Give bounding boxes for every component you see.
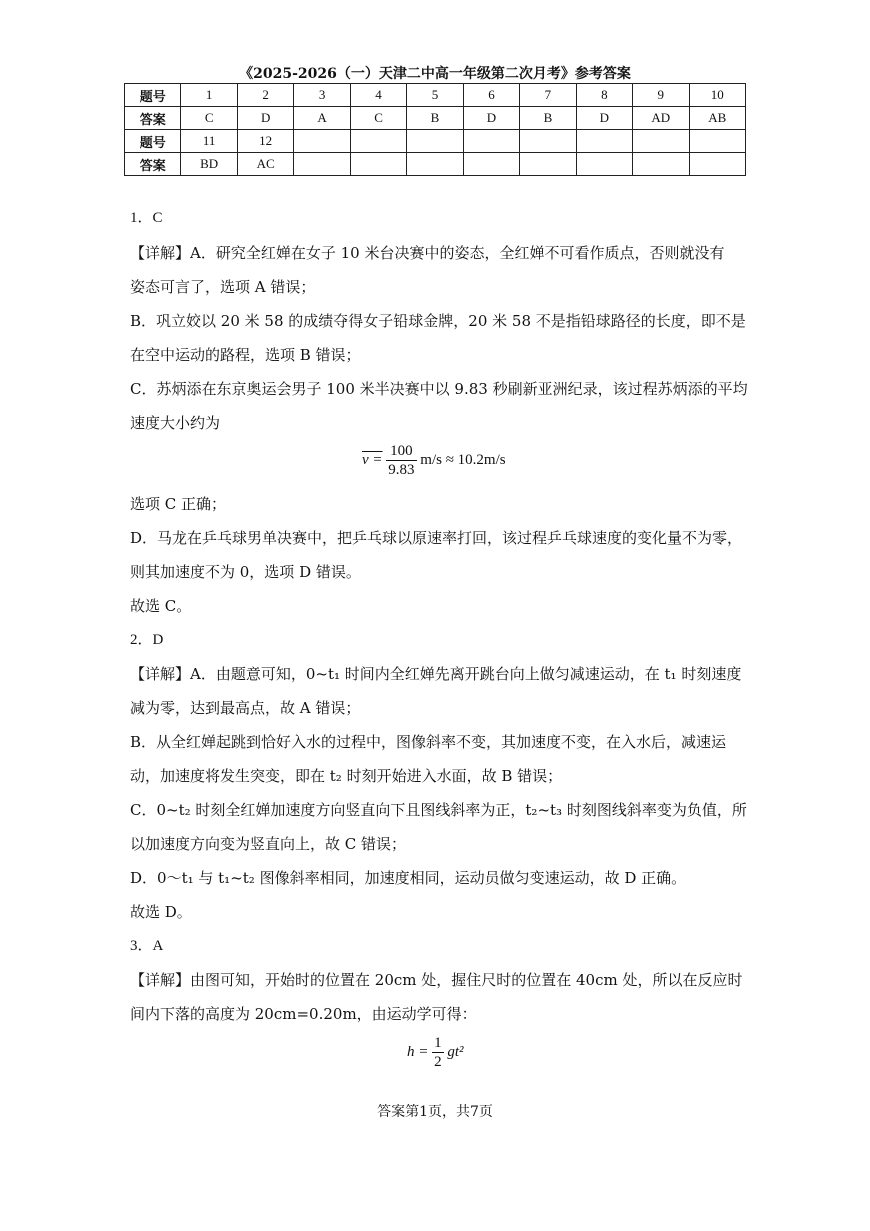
q2-text-line: 减为零，达到最高点，故 A 错误；	[130, 699, 361, 717]
row-label: 题号	[125, 130, 181, 153]
q2-text-line: D．0～t₁ 与 t₁~t₂ 图像斜率相同，加速度相同，运动员做匀变速运动，故 D 正确。	[130, 869, 687, 887]
fraction-denominator: 9.83	[388, 462, 415, 478]
formula-lhs: h =	[407, 1043, 429, 1060]
question-number: 5	[407, 84, 463, 107]
empty-cell	[294, 130, 350, 153]
empty-cell	[576, 130, 632, 153]
q1-text-line: 【详解】A．研究全红婵在女子 10 米台决赛中的姿态，全红婵不可看作质点，否则就没有	[130, 244, 725, 262]
row-label: 答案	[125, 153, 181, 176]
question-number: 6	[463, 84, 519, 107]
answer-cell: A	[294, 107, 350, 130]
empty-cell	[294, 153, 350, 176]
answer-cell: D	[463, 107, 519, 130]
q2-text-line: C．0~t₂ 时刻全红婵加速度方向竖直向下且图线斜率为正，t₂~t₃ 时刻图线斜率变为负值，所	[130, 801, 747, 819]
empty-cell	[689, 130, 745, 153]
formula-lhs: v =	[362, 451, 383, 468]
answer-cell: AB	[689, 107, 745, 130]
q2-text-line: 以加速度方向变为竖直向上，故 C 错误；	[130, 835, 407, 853]
q3-text-line: 间内下落的高度为 20cm=0.20m，由运动学可得：	[130, 1005, 477, 1023]
q1-text-line: 姿态可言了，选项 A 错误；	[130, 278, 316, 296]
q1-text-line: 速度大小约为	[130, 414, 221, 432]
table-row	[125, 84, 746, 107]
question-number: 9	[633, 84, 689, 107]
q2-text-line: 故选 D。	[130, 903, 192, 921]
question-number: 1	[181, 84, 237, 107]
formula-fraction	[386, 442, 416, 479]
answer-cell: D	[576, 107, 632, 130]
formula-rhs: gt²	[447, 1043, 464, 1060]
q2-text-line: B．从全红婵起跳到恰好入水的过程中，图像斜率不变，其加速度不变，在入水后，减速运	[130, 733, 727, 751]
question-3-heading: 3．A	[130, 938, 164, 954]
empty-cell	[407, 153, 463, 176]
question-number: 10	[689, 84, 745, 107]
answer-table	[124, 83, 746, 176]
answer-cell: B	[520, 107, 576, 130]
height-formula	[407, 1034, 464, 1071]
page-title: 《2025-2026（一）天津二中高一年级第二次月考》参考答案	[239, 66, 631, 82]
question-number: 3	[294, 84, 350, 107]
q1-text-line: 选项 C 正确；	[130, 495, 227, 513]
q2-text-line: 【详解】A．由题意可知，0~t₁ 时间内全红婵先离开跳台向上做匀减速运动，在 t₁ 时刻速度	[130, 665, 742, 683]
table-row	[125, 107, 746, 130]
empty-cell	[350, 153, 406, 176]
row-label: 题号	[125, 84, 181, 107]
row-label: 答案	[125, 107, 181, 130]
empty-cell	[520, 153, 576, 176]
question-number: 11	[181, 130, 237, 153]
table-row	[125, 130, 746, 153]
empty-cell	[463, 130, 519, 153]
q2-text-line: 动，加速度将发生突变，即在 t₂ 时刻开始进入水面，故 B 错误；	[130, 767, 563, 785]
question-number: 8	[576, 84, 632, 107]
q1-text-line: 故选 C。	[130, 597, 192, 615]
q1-text-line: D．马龙在乒乓球男单决赛中，把乒乓球以原速率打回，该过程乒乓球速度的变化量不为零，	[130, 529, 743, 547]
empty-cell	[633, 130, 689, 153]
answer-cell: C	[181, 107, 237, 130]
q1-text-line: C．苏炳添在东京奥运会男子 100 米半决赛中以 9.83 秒刷新亚洲纪录，该过程苏炳添的平均	[130, 380, 748, 398]
answer-cell: C	[350, 107, 406, 130]
q1-text-line: 在空中运动的路程，选项 B 错误；	[130, 346, 361, 364]
answer-cell: BD	[181, 153, 237, 176]
page-footer: 答案第1页，共7页	[377, 1104, 493, 1120]
answer-cell: AD	[633, 107, 689, 130]
empty-cell	[520, 130, 576, 153]
empty-cell	[463, 153, 519, 176]
empty-cell	[407, 130, 463, 153]
formula-rhs: m/s ≈ 10.2m/s	[420, 451, 506, 468]
question-number: 7	[520, 84, 576, 107]
q1-text-line: B．巩立姣以 20 米 58 的成绩夺得女子铅球金牌，20 米 58 不是指铅球路径的长度，即不是	[130, 312, 746, 330]
question-number: 2	[237, 84, 293, 107]
question-1-heading: 1．C	[130, 210, 163, 226]
q1-text-line: 则其加速度不为 0，选项 D 错误。	[130, 563, 361, 581]
answer-cell: B	[407, 107, 463, 130]
answer-cell: D	[237, 107, 293, 130]
question-number: 4	[350, 84, 406, 107]
fraction-numerator: 100	[386, 442, 416, 461]
question-number: 12	[237, 130, 293, 153]
fraction-denominator: 2	[434, 1054, 442, 1070]
formula-fraction	[432, 1034, 444, 1071]
empty-cell	[633, 153, 689, 176]
empty-cell	[350, 130, 406, 153]
empty-cell	[689, 153, 745, 176]
table-row	[125, 153, 746, 176]
question-2-heading: 2．D	[130, 632, 164, 648]
empty-cell	[576, 153, 632, 176]
velocity-formula	[362, 442, 506, 479]
answer-cell: AC	[237, 153, 293, 176]
fraction-numerator: 1	[434, 1035, 442, 1051]
q3-text-line: 【详解】由图可知，开始时的位置在 20cm 处，握住尺时的位置在 40cm 处，所以在反应时	[130, 971, 743, 989]
